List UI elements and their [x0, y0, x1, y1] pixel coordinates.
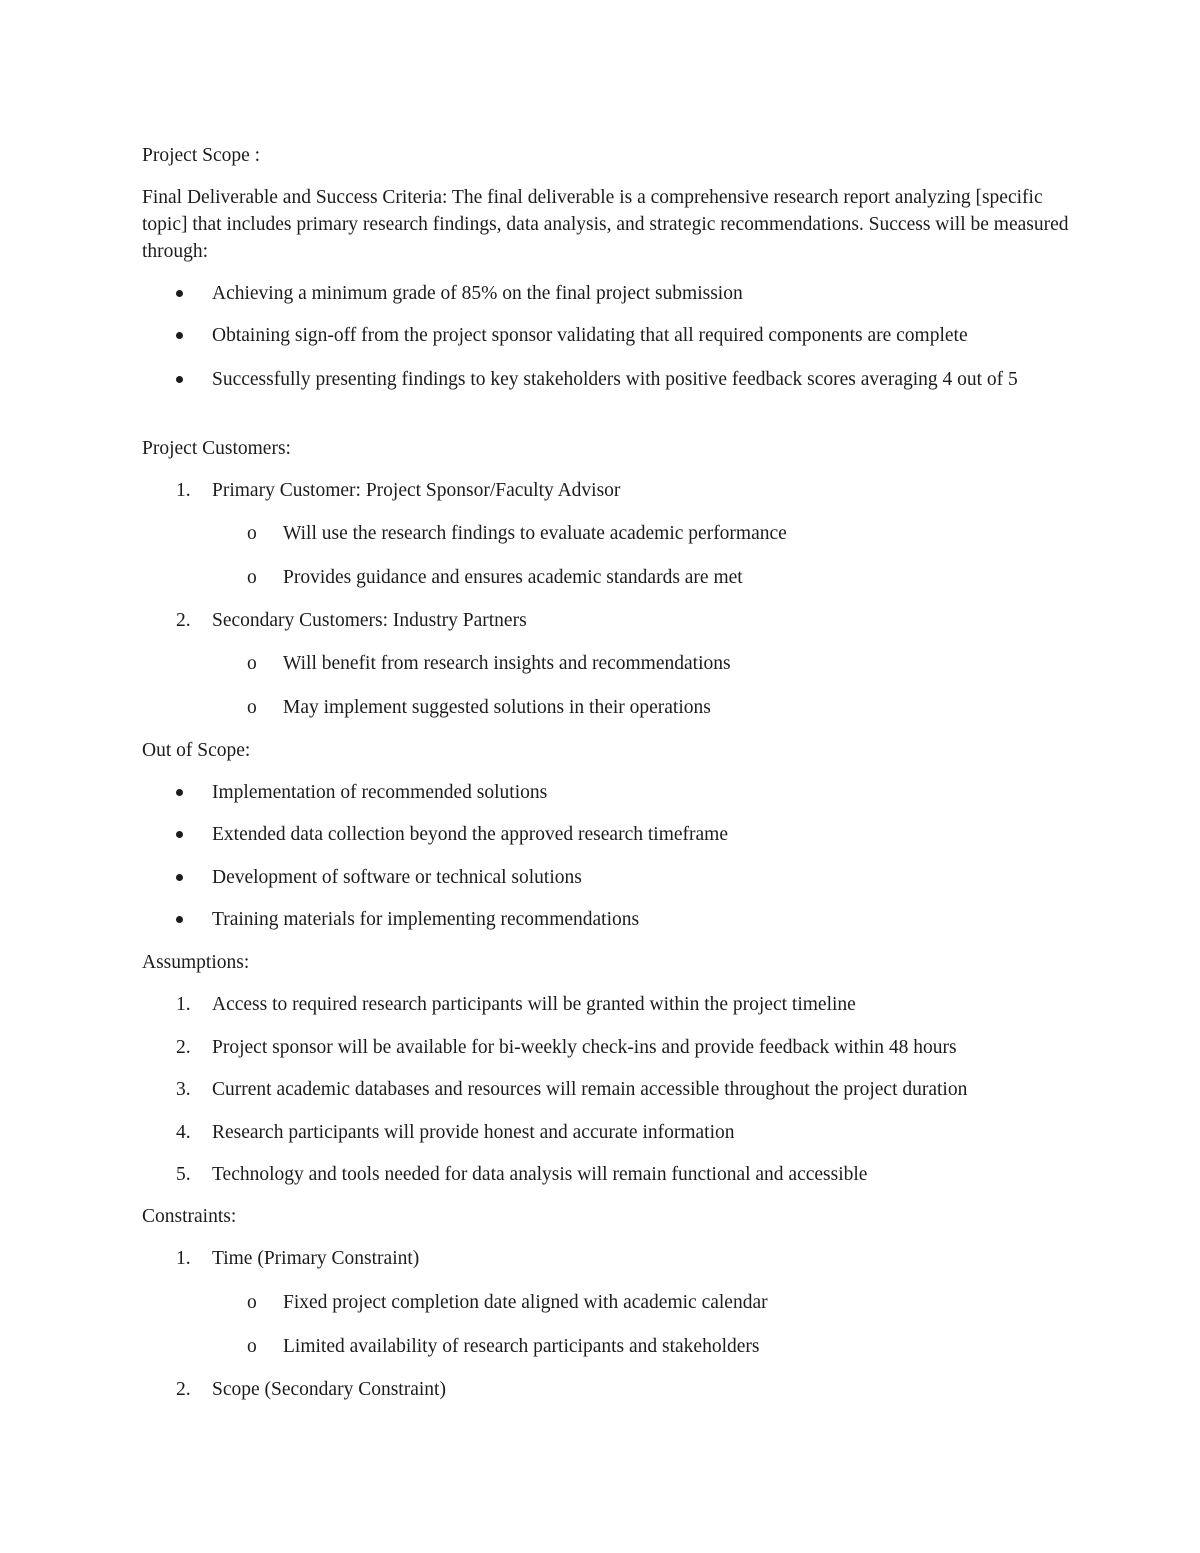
- section-heading-project-scope: Project Scope :: [142, 145, 261, 166]
- sub-bullet-marker: o: [247, 523, 257, 544]
- sub-bullet-marker: o: [247, 1336, 257, 1357]
- sub-list-item-text: Provides guidance and ensures academic standards are met: [283, 567, 743, 588]
- sub-bullet-marker: o: [247, 567, 257, 588]
- bullet-icon: [176, 874, 183, 881]
- section-heading-assumptions: Assumptions:: [142, 952, 250, 973]
- list-item-text: Obtaining sign-off from the project sponsor validating that all required components are complete: [212, 325, 968, 346]
- bullet-icon: [176, 916, 183, 923]
- list-number: 2.: [176, 1037, 191, 1058]
- list-item-text: Technology and tools needed for data analysis will remain functional and accessible: [212, 1164, 868, 1185]
- list-item-text: Project sponsor will be available for bi-weekly check-ins and provide feedback within 48 hours: [212, 1037, 957, 1058]
- section-heading-constraints: Constraints:: [142, 1206, 237, 1227]
- sub-list-item-text: May implement suggested solutions in their operations: [283, 697, 711, 718]
- list-number: 4.: [176, 1122, 191, 1143]
- bullet-icon: [176, 290, 183, 297]
- section-heading-out-of-scope: Out of Scope:: [142, 740, 251, 761]
- sub-bullet-marker: o: [247, 697, 257, 718]
- list-item-text: Implementation of recommended solutions: [212, 782, 548, 803]
- sub-list-item-text: Will use the research findings to evaluate academic performance: [283, 523, 787, 544]
- list-number: 3.: [176, 1079, 191, 1100]
- bullet-icon: [176, 332, 183, 339]
- bullet-icon: [176, 789, 183, 796]
- sub-bullet-marker: o: [247, 1292, 257, 1313]
- list-item-text: Secondary Customers: Industry Partners: [212, 610, 527, 631]
- section-heading-project-customers: Project Customers:: [142, 438, 291, 459]
- list-item-text: Access to required research participants will be granted within the project timeline: [212, 994, 856, 1015]
- sub-list-item-text: Limited availability of research participants and stakeholders: [283, 1336, 760, 1357]
- list-item-text: Development of software or technical solutions: [212, 867, 582, 888]
- list-item-text: Training materials for implementing recommendations: [212, 909, 640, 930]
- list-number: 1.: [176, 994, 191, 1015]
- sub-list-item-text: Fixed project completion date aligned with academic calendar: [283, 1292, 768, 1313]
- bullet-icon: [176, 831, 183, 838]
- list-item-text: Scope (Secondary Constraint): [212, 1379, 446, 1400]
- list-item-text: Extended data collection beyond the approved research timeframe: [212, 824, 728, 845]
- list-number: 5.: [176, 1164, 191, 1185]
- sub-list-item-text: Will benefit from research insights and recommendations: [283, 653, 731, 674]
- bullet-icon: [176, 376, 183, 383]
- list-item-text: Current academic databases and resources will remain accessible throughout the project duration: [212, 1079, 968, 1100]
- list-number: 2.: [176, 1379, 191, 1400]
- list-item-text: Research participants will provide honest and accurate information: [212, 1122, 735, 1143]
- sub-bullet-marker: o: [247, 653, 257, 674]
- list-item-text: Successfully presenting findings to key stakeholders with positive feedback scores averaging 4 out of 5: [212, 369, 1018, 390]
- project-scope-paragraph: Final Deliverable and Success Criteria: The final deliverable is a comprehensive research report analyzing [specific topic] that includes primary research findings, data analysis, and strategic recommendations. Success will be measured through:: [142, 187, 1069, 262]
- list-number: 1.: [176, 480, 191, 501]
- list-item-text: Achieving a minimum grade of 85% on the final project submission: [212, 283, 743, 304]
- list-number: 1.: [176, 1248, 191, 1269]
- list-item-text: Primary Customer: Project Sponsor/Faculty Advisor: [212, 480, 621, 501]
- list-number: 2.: [176, 610, 191, 631]
- list-item-text: Time (Primary Constraint): [212, 1248, 420, 1269]
